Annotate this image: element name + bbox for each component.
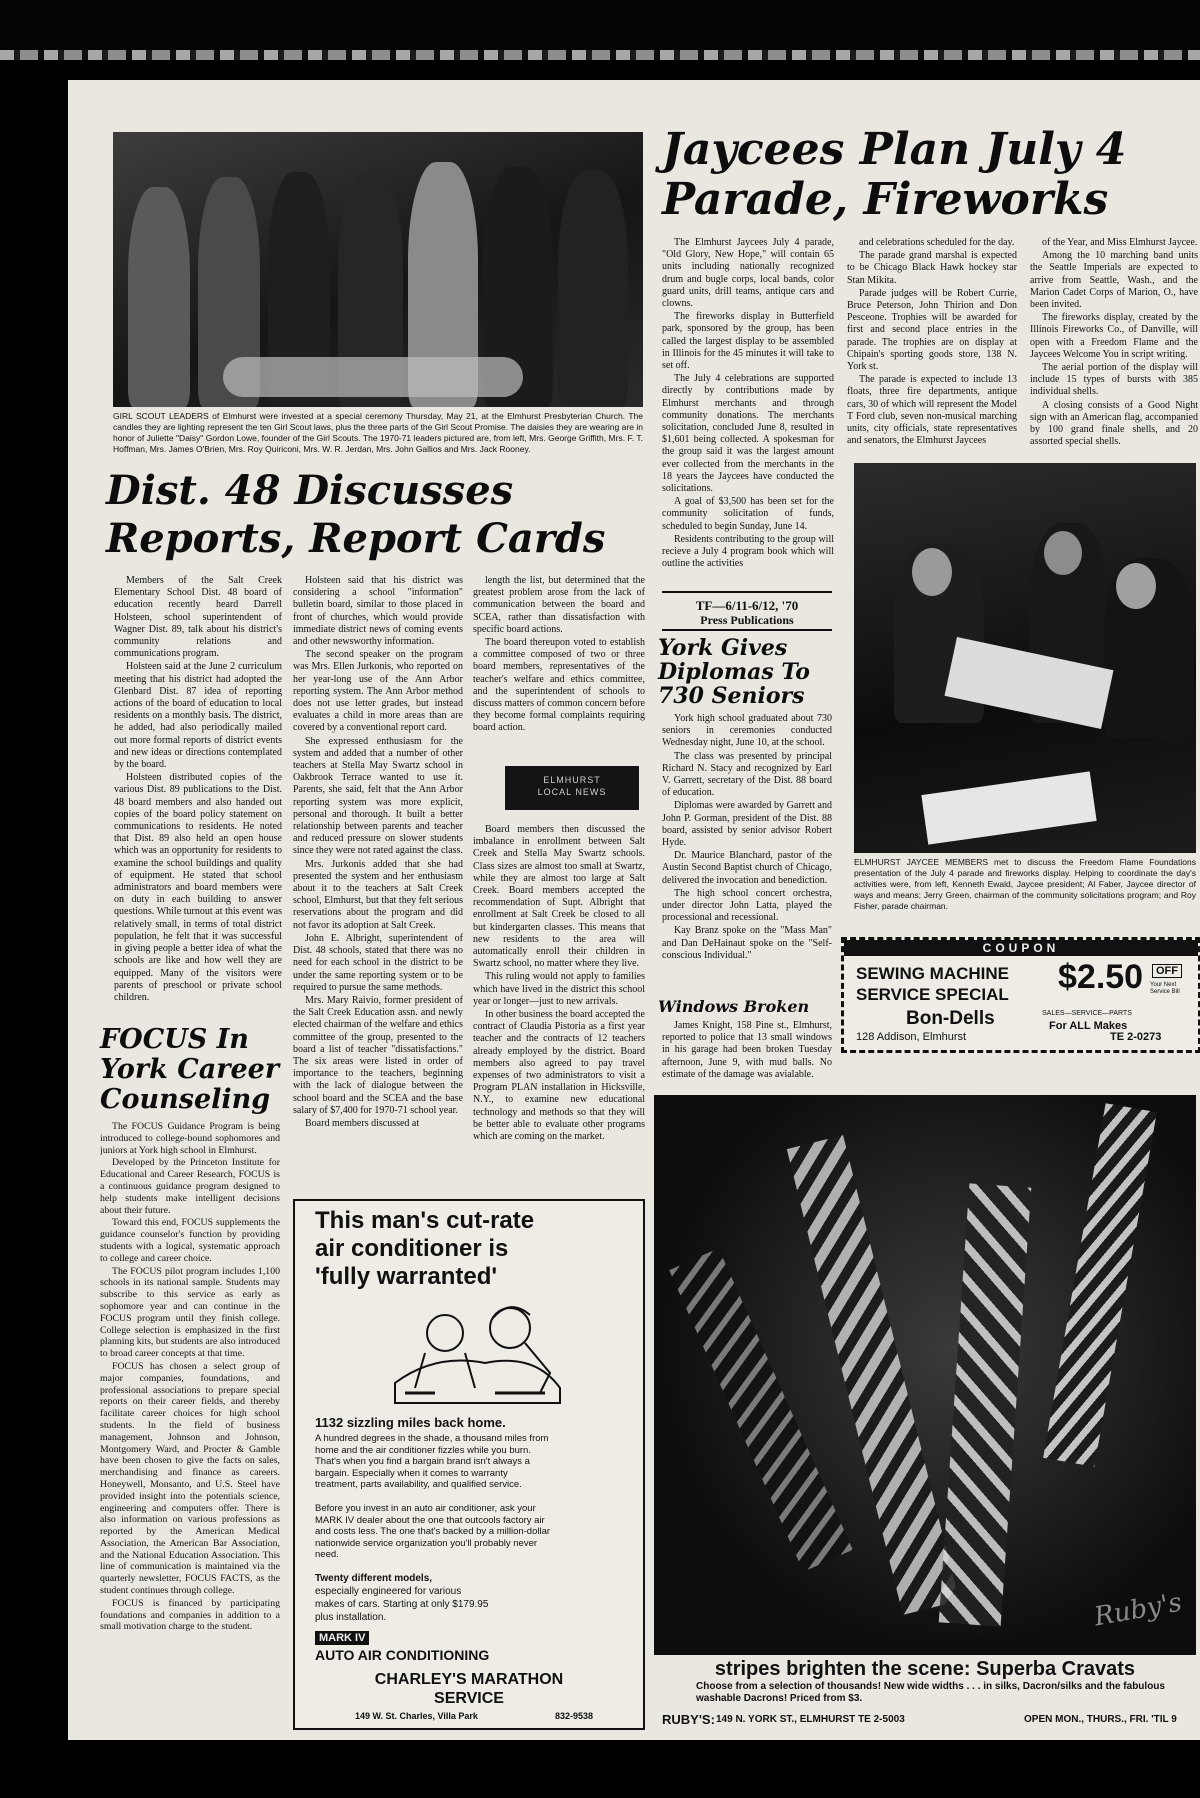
ac-body-1: A hundred degrees in the shade, a thousand miles from home and the air conditioner fizzles while you burn. That's when you find a bargain brand isn't always a bargain. Especially when it comes to warranty treatment, parts availability, and qualified service. (315, 1433, 549, 1490)
ac-models-2: especially engineered for various (315, 1586, 462, 1597)
coupon-price: $2.50 (1058, 958, 1144, 996)
paragraph: A closing consists of a Good Night sign with an American flag, accompanied by 100 grand finale shells, and 20 assorted special shells. (1030, 399, 1198, 448)
ac-brand-2: AUTO AIR CONDITIONING (315, 1647, 490, 1663)
dist48-column-3a (473, 575, 645, 735)
jaycee-members-photo (854, 463, 1196, 853)
ac-models-4: plus installation. (315, 1612, 387, 1623)
girl-scout-photo (113, 132, 643, 407)
paragraph: FOCUS is financed by participating foundations and companies in addition to a small motivation charge to the student. (100, 1597, 280, 1633)
coupon-line-2: SERVICE SPECIAL (856, 985, 1009, 1004)
paragraph: Mrs. Jurkonis added that she had presented the system and her enthusiasm about it to the teachers at Salt Creek school, Elmhurst, but that they felt serious reservations about the program and did not favor its adoption at Salt Creek. (293, 858, 463, 931)
sewing-coupon-ad (841, 937, 1200, 1053)
paragraph: The FOCUS pilot program includes 1,100 schools in its national sample. Students may subscribe to this service as early as sophomore year and can continue in the FOCUS program until they finish college. College selection is emphasized in the first planning kits, but students are also introduced to broad career concepts at that time. (100, 1265, 280, 1360)
press-line-2: Press Publications (700, 613, 794, 627)
focus-headline-1: FOCUS In (100, 1024, 249, 1055)
focus-headline-3: Counseling (100, 1084, 271, 1115)
girl-scout-caption: GIRL SCOUT LEADERS of Elmhurst were invested at a special ceremony Thursday, May 21, at the Elmhurst Presbyterian Church. The candles they are lighting represent the ten Girl Scout laws, plus the three parts of the Girl Scout Promise. The daisies they are wearing are in honor of Juliette "Daisy" Gordon Lowe, founder of the Girl Scouts. The 1970-71 leaders pictured are, from left, Mrs. George Griffith, Mrs. F. T. Hoffman, Mrs. James O'Brien, Mrs. Roy Quiriconi, Mrs. W. R. Jerdan, Mrs. John Gallios and Mrs. Jack Rooney. (113, 411, 643, 454)
ac-phone: 832-9538 (555, 1711, 594, 1721)
paragraph: Holsteen distributed copies of the various Dist. 89 publications to the Dist. 48 board members and also handed out copies of the board policy statement on communications to residents. He noted that Dist. 89 also held an open house which was an opportunity for residents to examine the school buildings and quality of equipment. He stated that school administrators and board members were on duty in each building to answer questions. While turnout at this event was relatively small, in terms of total district population, he felt that it was successful in giving people a better idea of what the schools are like and how well they are equipped. Many of the visitors were parents of preschool or private school children. (114, 772, 282, 1001)
man-in-car-illustration (375, 1293, 575, 1411)
paragraph: Parade judges will be Robert Currie, Bruce Peterson, John Thirion and Don Pesceone. Trophies will be awarded for first and second place entries in the parade. The trophies are on display at Chipain's sporting goods store, 138 N. York st. (847, 287, 1017, 373)
coupon-line-1: SEWING MACHINE (856, 964, 1009, 983)
paragraph: John E. Albright, superintendent of Dist. 48 schools, stated that there was no need for each school in the district to be under the same reporting system or to be required to pursue the same methods. (293, 932, 463, 993)
jaycees-headline-1: Jaycees Plan July 4 (662, 124, 1127, 175)
paragraph: A goal of $3,500 has been set for the community solicitation of funds, scheduled to begin Sunday, June 14. (662, 496, 834, 532)
windows-headline: Windows Broken (658, 997, 810, 1016)
paragraph: She expressed enthusiasm for the system and added that a number of other teachers at Stella May Swartz school in Oakbrook Terrace wanted to use it. Parents, she said, felt that the Ann Arbor reporting system was more explicit, personal and thorough. It built a better relationship between parents and teacher and reduced pressure on slower students since they were not rated against the class. (293, 735, 463, 857)
paragraph: FOCUS has chosen a select group of major companies, foundations, and professional associations to prepare special reports on their career fields, and thereby facilitate career choices for high school students. In the field of business management, Johnson and Johnson, Montgomery Ward, and Procter & Gamble have been chosen to give the facts on sales, merchandising and finance as careers. Honeywell, Monsanto, and U.S. Steel have provided insight into the potentials science, engineering and computers offer. There is also information on various professions as reported by the American Medical Association, the American Bar Association, and the National Education Association. This line of communication is maintained via the quarterly newsletter, FOCUS FACTS, as the student continues through college. (100, 1360, 280, 1597)
rubys-tie-photo (654, 1095, 1196, 1655)
ac-subhead: 1132 sizzling miles back home. (315, 1415, 506, 1430)
coupon-off-note: Your Next Service Bill (1150, 982, 1180, 995)
paragraph: The FOCUS Guidance Program is being introduced to college-bound sophomores and juniors at York high school in Elmhurst. (100, 1121, 280, 1156)
focus-column (100, 1121, 280, 1724)
air-conditioner-ad (293, 1199, 645, 1730)
ac-headline-2: air conditioner is (315, 1235, 509, 1262)
paragraph: The class was presented by principal Richard N. Stacy and recognized by Earl V. Garrett, secretary of the Dist. 88 board of education. (662, 750, 832, 799)
jaycees-column-3 (1030, 237, 1198, 459)
coupon-makes: For ALL Makes (1049, 1020, 1128, 1032)
paragraph: Holsteen said at the June 2 curriculum meeting that his district had adopted the Glenbard Dist. 87 idea of reporting actions of the board of education to local residents on a monthly basis. The district, he added, had also periodically mailed out more formal reports of district events and new ideas or directions contemplated by the board. (114, 661, 282, 771)
rubys-headline: stripes brighten the scene: Superba Cravats (714, 1658, 1136, 1680)
local-news-label-2: LOCAL NEWS (537, 787, 607, 797)
paragraph: The parade is expected to include 13 floats, three fire departments, antique cars, 30 of which will represent the Model T Ford club, seven non-musical marching units, city officials, state representatives and senators, the Elmhurst Jaycees (847, 374, 1017, 447)
dist48-column-1 (114, 575, 282, 1001)
press-rule-top (662, 591, 832, 593)
paragraph: The high school concert orchestra, under director John Latta, played the processional and recessional. (662, 887, 832, 924)
coupon-phone: TE 2-0273 (1110, 1031, 1162, 1043)
rubys-hours: OPEN MON., THURS., FRI. 'TIL 9 (1024, 1714, 1177, 1725)
local-news-label-1: ELMHURST (543, 775, 601, 785)
rubys-store: RUBY'S: (662, 1712, 715, 1727)
rubys-signature: Ruby's (1092, 1587, 1185, 1633)
paragraph: The fireworks display, created by the Illinois Fireworks Co., of Danville, will open with a Freedom Flame and the Jaycees Welcome You in script writing. (1030, 312, 1198, 360)
paragraph: The second speaker on the program was Mrs. Ellen Jurkonis, who reported on her year-long use of the Ann Arbor reporting system. The Ann Arbor method does not use letter grades, but instead evaluates a child in more areas than are covered by a conventional report card. (293, 649, 463, 734)
jaycees-headline-2: Parade, Fireworks (662, 174, 1109, 225)
paragraph: The fireworks display in Butterfield park, sponsored by the group, has been called the largest display to be assembled in Illinois for the 45 minutes it will take to set off. (662, 311, 834, 372)
windows-column (662, 1020, 832, 1100)
york-headline-2: Diplomas To (658, 659, 810, 685)
paragraph: length the list, but determined that the greatest problem arose from the lack of communication between the board and SCEA, rather than dissatisfaction with specific board actions. (473, 575, 645, 635)
film-sprocket-strip (0, 50, 1200, 60)
paragraph: Board members then discussed the imbalance in enrollment between Salt Creek and Stella May Swartz schools. Class sizes are almost too small at Swartz, while they are almost too large at Salt Creek. Board members accepted the recommendation of Supt. Albright that enrollment at Salt Creek be closed to all but kindergarten classes. This means that new residents to the area will automatically enroll their children in Swartz school, no matter where they live. (473, 824, 645, 970)
coupon-address: 128 Addison, Elmhurst (856, 1031, 967, 1043)
ac-headline-1: This man's cut-rate (315, 1207, 535, 1234)
paragraph: Mrs. Mary Raivio, former president of the Salt Creek Education assn. and newly elected chairman of the welfare and ethics committee of the group, presented to the board a list of teacher "dissatisfactions." The six areas were listed in order of importance to the teachers, beginning with the lack of dialogue between the school board and the SCEA and the base salary of $7,400 for 1970-71 school year. (293, 994, 463, 1116)
paragraph: This ruling would not apply to families which have lived in the district this school year or longer—just to new arrivals. (473, 971, 645, 1007)
newspaper-page (68, 80, 1200, 1740)
paragraph: The Elmhurst Jaycees July 4 parade, "Old Glory, New Hope," will contain 65 units including nationally recognized drum and bugle corps, local bands, color guard units, drill teams, antique cars and clowns. (662, 237, 834, 310)
ac-brand-1: MARK IV (315, 1631, 369, 1645)
paragraph: Toward this end, FOCUS supplements the guidance counselor's function by providing students with a logical, systematic approach to college and career choice. (100, 1217, 280, 1264)
paragraph: Residents contributing to the group will recieve a July 4 program book which will outline the activities (662, 533, 834, 570)
ac-models-1: Twenty different models, (315, 1573, 433, 1584)
paragraph: The July 4 celebrations are supported directly by contributions made by Elmhurst merchants and through community donations. The merchants solicitation, concluded June 8, resulted in $1,601 being collected. A spokesman for the group said it was the largest amount ever collected from the merchants in the 18 years the Jaycees have conducted the solicitations. (662, 373, 834, 495)
press-line-1: TF—6/11-6/12, '70 (695, 598, 799, 613)
paragraph: Members of the Salt Creek Elementary School Dist. 48 board of education recently heard Darrell Holsteen, school superintendent of Wagner Dist. 89, talk about his district's community relations and communications program. (114, 575, 282, 660)
ac-body-2: Before you invest in an auto air conditioner, ask your MARK IV dealer about the one that outcools factory air and costs less. The one that's backed by a million-dollar nationwide service organization you'll probably never need. (315, 1503, 551, 1560)
paragraph: Holsteen said that his district was considering a school "information" bulletin board, similar to those placed in front of churches, which would provide immediate district news of coming events and other newsworthy information. (293, 575, 463, 648)
coupon-store: Bon-Dells (906, 1008, 995, 1029)
focus-headline-2: York Career (100, 1054, 280, 1085)
press-rule-bottom (662, 629, 832, 631)
ac-address: 149 W. St. Charles, Villa Park (355, 1711, 478, 1721)
rubys-body: Choose from a selection of thousands! New wide widths . . . in silks, Dacron/silks and the fabulous washable Dacrons! Priced from $3. (696, 1681, 1165, 1704)
paragraph: Diplomas were awarded by Garrett and John P. Gorman, president of the Dist. 88 board, assisted by senior advisor Robert Hyde. (662, 800, 832, 849)
paragraph: of the Year, and Miss Elmhurst Jaycee. (1042, 237, 1198, 248)
ac-dealer-1: CHARLEY'S MARATHON (374, 1671, 564, 1688)
coupon-services: SALES—SERVICE—PARTS (1042, 1010, 1132, 1017)
dist48-headline-2: Reports, Report Cards (106, 515, 606, 562)
jaycee-members-caption: ELMHURST JAYCEE MEMBERS met to discuss the Freedom Flame Foundations presentation of the July 4 parade and fireworks display. Helping to coordinate the day's activities were, from left, Kenneth Ewald, Jaycee president; Al Faber, Jaycee director of ways and means; Jerry Green, chairman of the community solicitations program; and Roy Fisher, parade chairman. (854, 857, 1196, 911)
york-headline-3: 730 Seniors (658, 683, 805, 709)
ac-models-3: makes of cars. Starting at only $179.95 (315, 1599, 489, 1610)
dist48-headline-1: Dist. 48 Discusses (106, 467, 514, 514)
ac-dealer-2: SERVICE (434, 1690, 504, 1707)
paragraph: Kay Branz spoke on the "Mass Man" and Dan DeHainaut spoke on the "Self-conscious Individual." (662, 925, 832, 961)
coupon-label: COUPON (844, 940, 1198, 956)
paragraph: Board members discussed at (305, 1117, 420, 1129)
paragraph: The parade grand marshal is expected to be Chicago Black Hawk hockey star Stan Mikita. (847, 250, 1017, 286)
york-headline-1: York Gives (658, 635, 788, 661)
paragraph: York high school graduated about 730 seniors in ceremonies conducted Wednesday night, June 10, at the school. (662, 713, 832, 749)
ac-headline-3: 'fully warranted' (315, 1263, 498, 1290)
paragraph: The board thereupon voted to establish a committee composed of two or three board members, representatives of the teacher's welfare and ethics committee, and the superintendent of schools to discuss matters of common concern before they become formal complaints requiring board action. (473, 637, 645, 734)
rubys-address: 149 N. YORK ST., ELMHURST TE 2-5003 (716, 1714, 905, 1725)
jaycees-column-2 (847, 237, 1017, 459)
paragraph: The aerial portion of the display will include 15 types of bursts with 385 individual shells. (1030, 362, 1198, 398)
paragraph: Developed by the Princeton Institute for Educational and Career Research, FOCUS is a continuous guidance program designed to help students make intelligent decisions about their future. (100, 1157, 280, 1216)
paragraph: In other business the board accepted the contract of Claudia Pistoria as a first year teacher and the contracts of 12 teachers already employed by the district. Board members also agreed to pay travel expenses of two administrators to visit a Program PLAN installation in Hicksville, N.Y., to examine new educational technology and methods so that they will be better able to evaluate other programs which are coming on the market. (473, 1009, 645, 1143)
jaycees-column-1 (662, 237, 834, 577)
local-news-box (505, 766, 639, 810)
paragraph: James Knight, 158 Pine st., Elmhurst, reported to police that 13 small windows in his garage had been broken Tuesday afternoon, June 9, with mud balls. No estimate of the damage was avialable. (662, 1020, 832, 1080)
paragraph: Dr. Maurice Blanchard, pastor of the Austin Second Baptist church of Chicago, delivered the invocation and benediction. (662, 850, 832, 886)
paragraph: Among the 10 marching band units the Seattle Imperials are expected to arrive from Seattle, Wash., and the Marion Cadet Corps of Marion, O., have been invited. (1030, 250, 1198, 311)
coupon-off: OFF (1152, 964, 1182, 978)
paragraph: and celebrations scheduled for the day. (859, 237, 1015, 248)
